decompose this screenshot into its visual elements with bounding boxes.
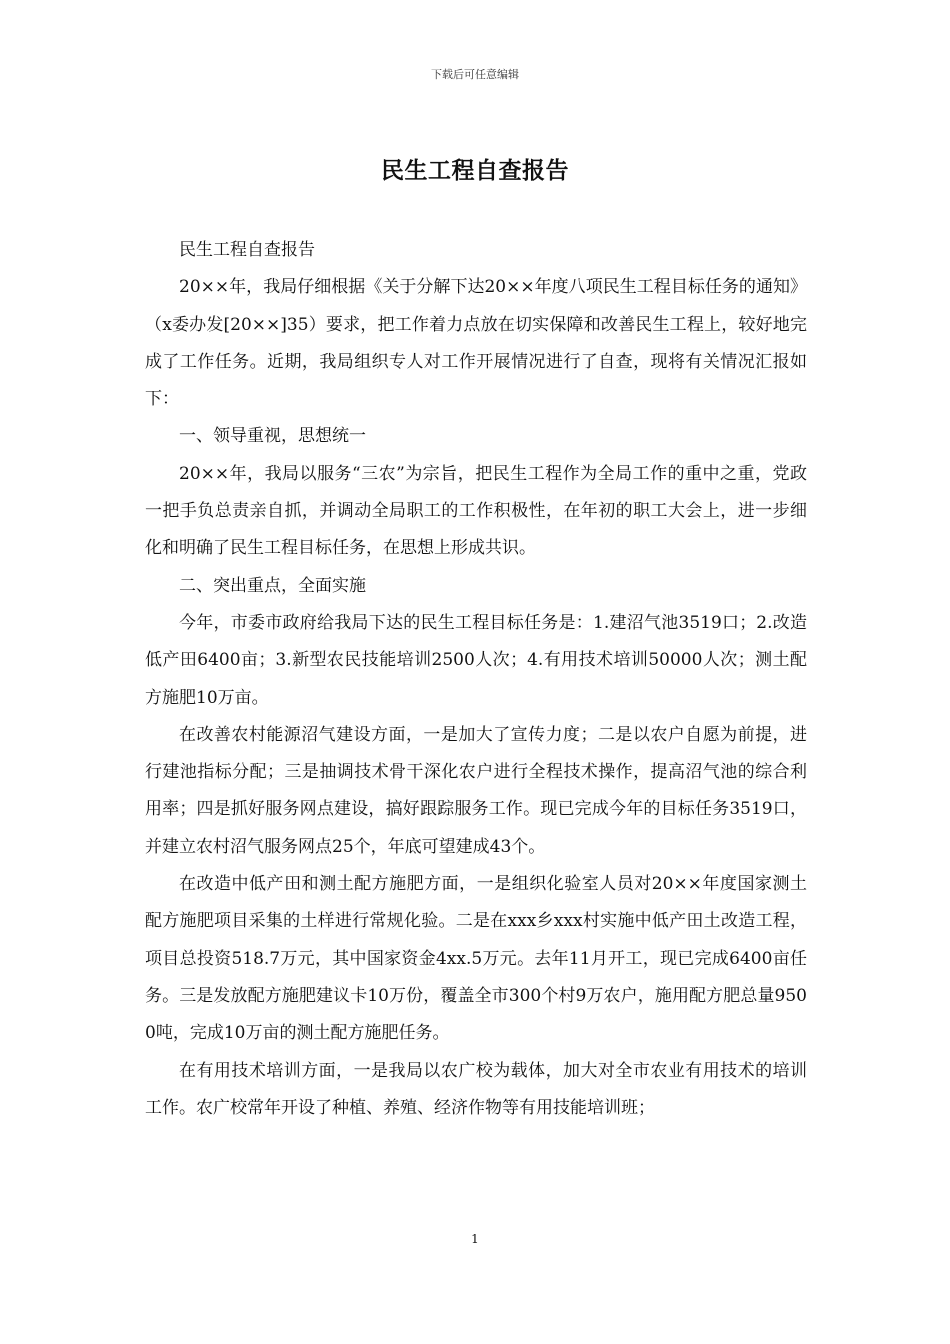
document-title: 民生工程自查报告 — [381, 158, 569, 184]
paragraph: 在改造中低产田和测土配方施肥方面，一是组织化验室人员对20××年度国家测土配方施肥项目采集的土样进行常规化验。二是在xxx乡xxx村实施中低产田土改造工程，项目总投资518.7万元，其中国家资金4xx.5万元。去年11月开工，现已完成6400亩任务。三是发放配方施肥建议卡10万份，覆盖全市300个村9万农户，施用配方肥总量9500吨，完成10万亩的测土配方施肥任务。 — [145, 874, 807, 1044]
paragraph: 20××年，我局以服务“三农”为宗旨，把民生工程作为全局工作的重中之重，党政一把手负总责亲自抓，并调动全局职工的工作积极性，在年初的职工大会上，进一步细化和明确了民生工程目标任务，在思想上形成共识。 — [145, 463, 807, 559]
section-heading: 二、突出重点，全面实施 — [179, 575, 366, 596]
paragraph: 20××年，我局仔细根据《关于分解下达20××年度八项民生工程目标任务的通知》（x委办发[20××]35）要求，把工作着力点放在切实保障和改善民生工程上，较好地完成了工作任务。近期，我局组织专人对工作开展情况进行了自查，现将有关情况汇报如下： — [145, 277, 807, 410]
paragraph: 民生工程自查报告 — [179, 240, 315, 260]
paragraph: 今年，市委市政府给我局下达的民生工程目标任务是：1.建沼气池3519口；2.改造低产田6400亩；3.新型农民技能培训2500人次；4.有用技术培训50000人次；测土配方施肥10万亩。 — [145, 612, 807, 708]
section-heading: 一、领导重视，思想统一 — [179, 426, 366, 447]
paragraph: 在改善农村能源沼气建设方面，一是加大了宣传力度；二是以农户自愿为前提，进行建池指标分配；三是抽调技术骨干深化农户进行全程技术操作，提高沼气池的综合利用率；四是抓好服务网点建设，搞好跟踪服务工作。现已完成今年的目标任务3519口，并建立农村沼气服务网点25个，年底可望建成43个。 — [145, 724, 807, 857]
paragraph: 在有用技术培训方面，一是我局以农广校为载体，加大对全市农业有用技术的培训工作。农广校常年开设了种植、养殖、经济作物等有用技能培训班； — [145, 1060, 807, 1118]
document-body — [145, 232, 807, 1127]
header-note: 下载后可任意编辑 — [431, 68, 519, 81]
page-number: 1 — [471, 1232, 479, 1246]
